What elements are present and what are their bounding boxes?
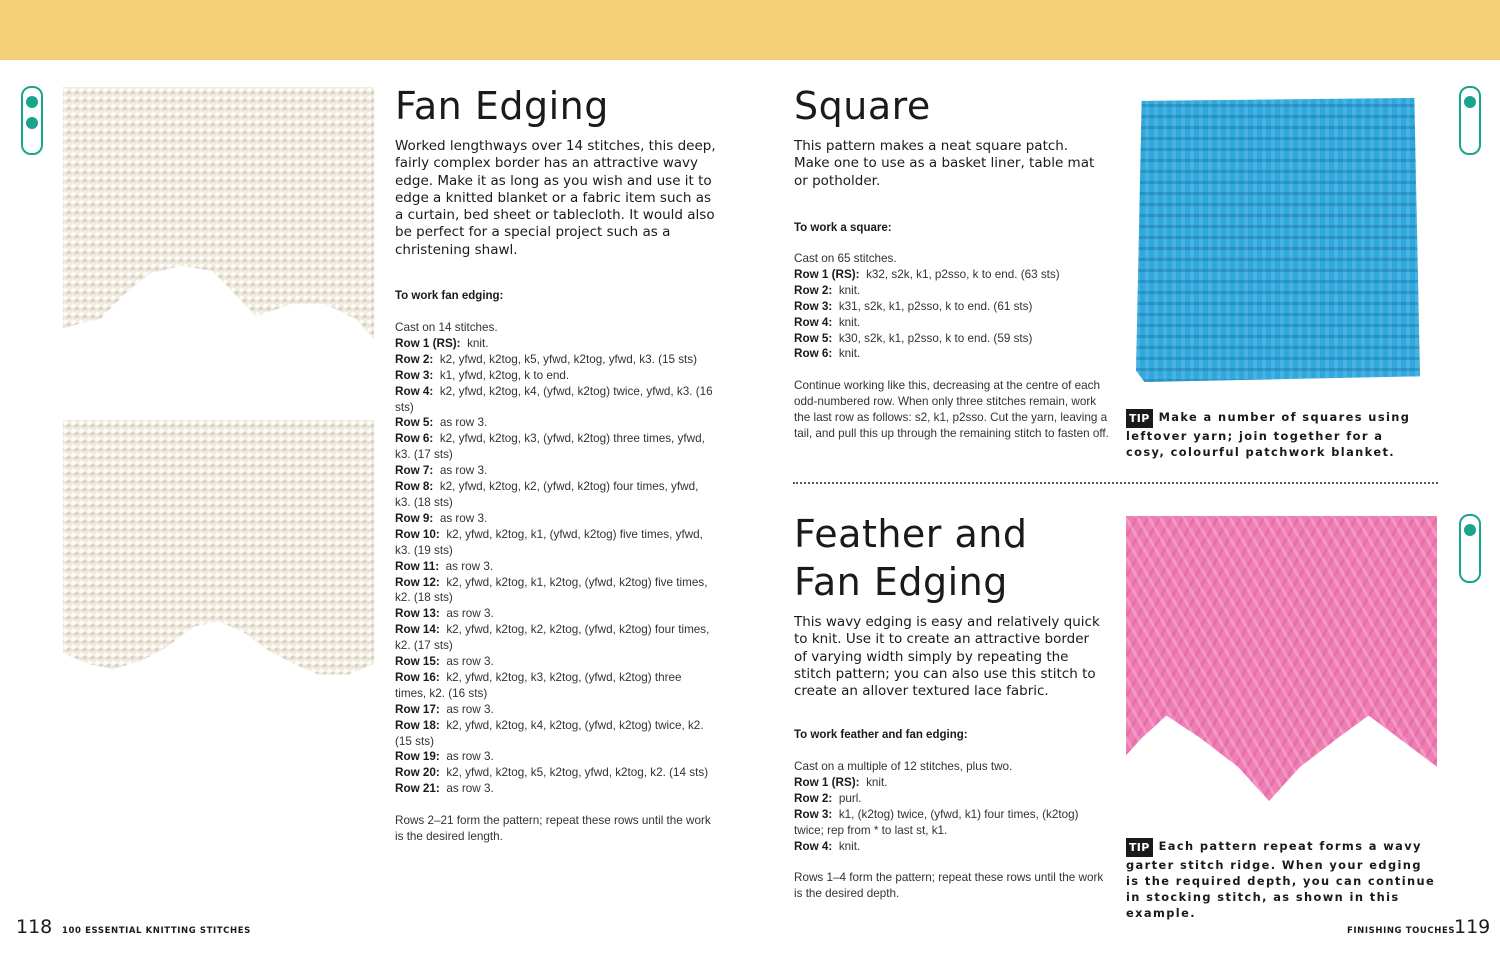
instruction-row — [395, 368, 715, 384]
cast-on-text: Cast on 14 stitches. — [395, 321, 498, 334]
pink-feather-fan-swatch — [1126, 516, 1437, 801]
row-label: Row 10: — [395, 527, 440, 541]
square-tip — [1126, 409, 1426, 460]
row-text: knit. — [866, 775, 888, 789]
feather-fan-subhead: To work feather and fan edging: — [794, 729, 968, 741]
fan-edging-title: Fan Edging — [395, 84, 609, 128]
row-label: Row 4: — [395, 384, 434, 398]
row-label: Row 19: — [395, 750, 440, 764]
instruction-row — [794, 346, 1109, 362]
instruction-row — [395, 384, 715, 416]
page-marker-icon — [21, 86, 43, 155]
row-text: as row 3. — [446, 782, 494, 796]
instruction-row — [794, 315, 1109, 331]
feather-fan-tip — [1126, 838, 1438, 921]
instruction-row — [395, 670, 715, 702]
fan-edging-subhead: To work fan edging: — [395, 290, 504, 302]
row-text: k30, s2k, k1, p2sso, k to end. (59 sts) — [838, 331, 1033, 345]
feather-fan-title-line1: Feather and — [794, 512, 1028, 556]
feather-fan-instructions — [794, 759, 1104, 902]
row-label: Row 1 (RS): — [794, 267, 860, 281]
closing-text: Continue working like this, decreasing at the centre of each odd-numbered row. When only three stitches remain, work the last row as follows: s2, k1, p2sso. Cut the yarn, leaving a tail, and pull this up through the remaining stitch to fasten off. — [794, 379, 1109, 440]
row-label: Row 6: — [395, 432, 434, 446]
row-label: Row 1 (RS): — [395, 336, 461, 350]
row-label: Row 7: — [395, 464, 434, 478]
instruction-row — [395, 352, 715, 368]
left-page-number: 118 — [16, 916, 53, 938]
right-page-number: 119 — [1454, 916, 1491, 938]
marker-dot-icon — [26, 117, 38, 129]
marker-dot-icon — [1464, 96, 1476, 108]
fan-edging-intro: Worked lengthways over 14 stitches, this deep, fairly complex border has an attractive wavy edge. Make it as long as you wish and use it to edge a knitted blanket or a fabric item such as a curtain, bed sheet or tablecloth. It would also be perfect for a special project such as a christening shawl. — [395, 138, 716, 258]
instruction-row — [395, 336, 715, 352]
paragraph-gap — [395, 797, 715, 813]
row-label: Row 12: — [395, 575, 440, 589]
row-text: k1, yfwd, k2tog, k to end. — [439, 368, 570, 382]
row-text: as row 3. — [446, 607, 494, 621]
instruction-row — [395, 718, 715, 750]
cast-on-text: Cast on 65 stitches. — [794, 252, 897, 265]
feather-fan-title-line2: Fan Edging — [794, 560, 1008, 604]
row-text: as row 3. — [439, 464, 488, 478]
instruction-row — [395, 527, 715, 559]
square-intro: This pattern makes a neat square patch. Make one to use as a basket liner, table mat or potholder. — [794, 138, 1095, 189]
row-text: knit. — [838, 347, 861, 361]
row-label: Row 17: — [395, 702, 440, 716]
row-text: k2, yfwd, k2tog, k5, yfwd, k2tog, yfwd, k3. (15 sts) — [439, 352, 698, 366]
marker-dot-icon — [26, 96, 38, 108]
row-label: Row 14: — [395, 623, 440, 637]
square-title: Square — [794, 84, 931, 128]
row-text: knit. — [838, 283, 861, 297]
row-text: k2, yfwd, k2tog, k2, (yfwd, k2tog) four times, yfwd, k3. (18 sts) — [395, 480, 699, 509]
row-text: k2, yfwd, k2tog, k4, k2tog, (yfwd, k2tog) twice, k2. (15 sts) — [395, 718, 704, 748]
blue-square-swatch — [1136, 98, 1420, 382]
instruction-row — [794, 267, 1109, 283]
row-label: Row 6: — [794, 347, 833, 361]
instruction-row — [794, 283, 1109, 299]
row-text: k2, yfwd, k2tog, k3, k2tog, (yfwd, k2tog) three times, k2. (16 sts) — [395, 670, 682, 700]
feather-fan-tip-text: Each pattern repeat forms a wavy garter stitch ridge. When your edging is the required depth, you can continue in stocking stitch, as shown in this example. — [1126, 839, 1436, 920]
instruction-row — [395, 511, 715, 527]
row-text: k2, yfwd, k2tog, k1, k2tog, (yfwd, k2tog) five times, k2. (18 sts) — [395, 575, 708, 605]
row-text: as row 3. — [439, 416, 488, 430]
row-text: k2, yfwd, k2tog, k4, (yfwd, k2tog) twice, yfwd, k3. (16 sts) — [395, 384, 713, 414]
instruction-row — [395, 749, 715, 765]
row-label: Row 2: — [395, 352, 434, 366]
row-text: as row 3. — [446, 750, 494, 764]
row-label: Row 3: — [794, 807, 833, 821]
row-text: as row 3. — [446, 655, 494, 669]
square-subhead: To work a square: — [794, 222, 892, 234]
cream-fan-edging-swatch — [63, 87, 374, 339]
row-text: k2, yfwd, k2tog, k1, (yfwd, k2tog) five times, yfwd, k3. (19 sts) — [395, 527, 703, 557]
marker-dot-icon — [1464, 524, 1476, 536]
instruction-row — [395, 622, 715, 654]
instruction-row — [395, 415, 715, 431]
row-label: Row 16: — [395, 670, 440, 684]
row-text: knit. — [838, 315, 861, 329]
row-label: Row 4: — [794, 839, 833, 853]
instruction-row — [794, 299, 1109, 315]
row-label: Row 11: — [395, 559, 440, 573]
paragraph-gap — [794, 362, 1109, 378]
left-running-head: 100 ESSENTIAL KNITTING STITCHES — [62, 926, 251, 936]
row-text: as row 3. — [446, 702, 494, 716]
tip-badge: TIP — [1126, 409, 1153, 428]
right-running-head: FINISHING TOUCHES — [1347, 926, 1456, 936]
cast-on-text: Cast on a multiple of 12 stitches, plus two. — [794, 760, 1013, 773]
closing-text: Rows 1–4 form the pattern; repeat these rows until the work is the desired depth. — [794, 871, 1104, 901]
paragraph-gap — [794, 854, 1104, 870]
page-marker-icon — [1459, 86, 1481, 155]
row-label: Row 8: — [395, 480, 434, 494]
row-label: Row 3: — [395, 368, 434, 382]
instruction-row — [794, 775, 1104, 791]
instruction-row — [395, 606, 715, 622]
row-text: k32, s2k, k1, p2sso, k to end. (63 sts) — [866, 267, 1060, 281]
instruction-row — [794, 791, 1104, 807]
row-text: as row 3. — [445, 559, 494, 573]
row-text: k2, yfwd, k2tog, k3, (yfwd, k2tog) three times, yfwd, k3. (17 sts) — [395, 432, 705, 462]
row-label: Row 1 (RS): — [794, 775, 860, 789]
feather-fan-intro: This wavy edging is easy and relatively quick to knit. Use it to create an attractive border of varying width simply by repeating the stitch pattern; you can also use this stitch to create an allover textured lace fabric. — [794, 614, 1100, 700]
section-divider — [793, 482, 1438, 484]
row-label: Row 5: — [395, 416, 434, 430]
instruction-row — [794, 807, 1104, 839]
row-text: as row 3. — [439, 511, 488, 525]
row-text: knit. — [838, 839, 861, 853]
instruction-row — [395, 654, 715, 670]
row-label: Row 5: — [794, 331, 833, 345]
instruction-row — [395, 559, 715, 575]
row-text: k31, s2k, k1, p2sso, k to end. (61 sts) — [838, 299, 1033, 313]
row-text: k1, (k2tog) twice, (yfwd, k1) four times, (k2tog) twice; rep from * to last st, k1. — [794, 807, 1079, 837]
closing-text: Rows 2–21 form the pattern; repeat these rows until the work is the desired length. — [395, 814, 711, 843]
row-label: Row 9: — [395, 511, 434, 525]
top-color-band — [0, 0, 1500, 60]
row-label: Row 20: — [395, 766, 440, 780]
fan-edging-instructions — [395, 320, 715, 845]
cream-fan-edging-swatch — [63, 420, 374, 685]
row-label: Row 4: — [794, 315, 833, 329]
instruction-row — [794, 839, 1104, 855]
row-text: k2, yfwd, k2tog, k5, k2tog, yfwd, k2tog, k2. (14 sts) — [446, 766, 709, 780]
square-instructions — [794, 251, 1109, 442]
instruction-row — [395, 765, 715, 781]
row-label: Row 21: — [395, 782, 440, 796]
instruction-row — [395, 702, 715, 718]
row-text: knit. — [467, 336, 489, 350]
instruction-row — [395, 575, 715, 607]
row-text: k2, yfwd, k2tog, k2, k2tog, (yfwd, k2tog) four times, k2. (17 sts) — [395, 623, 710, 653]
row-text: purl. — [838, 791, 862, 805]
tip-badge: TIP — [1126, 838, 1153, 857]
instruction-row — [794, 331, 1109, 347]
instruction-row — [395, 781, 715, 797]
row-label: Row 3: — [794, 299, 833, 313]
row-label: Row 2: — [794, 791, 833, 805]
instruction-row — [395, 431, 715, 463]
page-marker-icon — [1459, 514, 1481, 583]
square-tip-text: Make a number of squares using leftover yarn; join together for a cosy, colourful patchwork blanket. — [1126, 410, 1411, 459]
instruction-row — [395, 463, 715, 479]
row-label: Row 18: — [395, 718, 440, 732]
row-label: Row 15: — [395, 655, 440, 669]
instruction-row — [395, 479, 715, 511]
row-label: Row 2: — [794, 283, 833, 297]
row-label: Row 13: — [395, 607, 440, 621]
